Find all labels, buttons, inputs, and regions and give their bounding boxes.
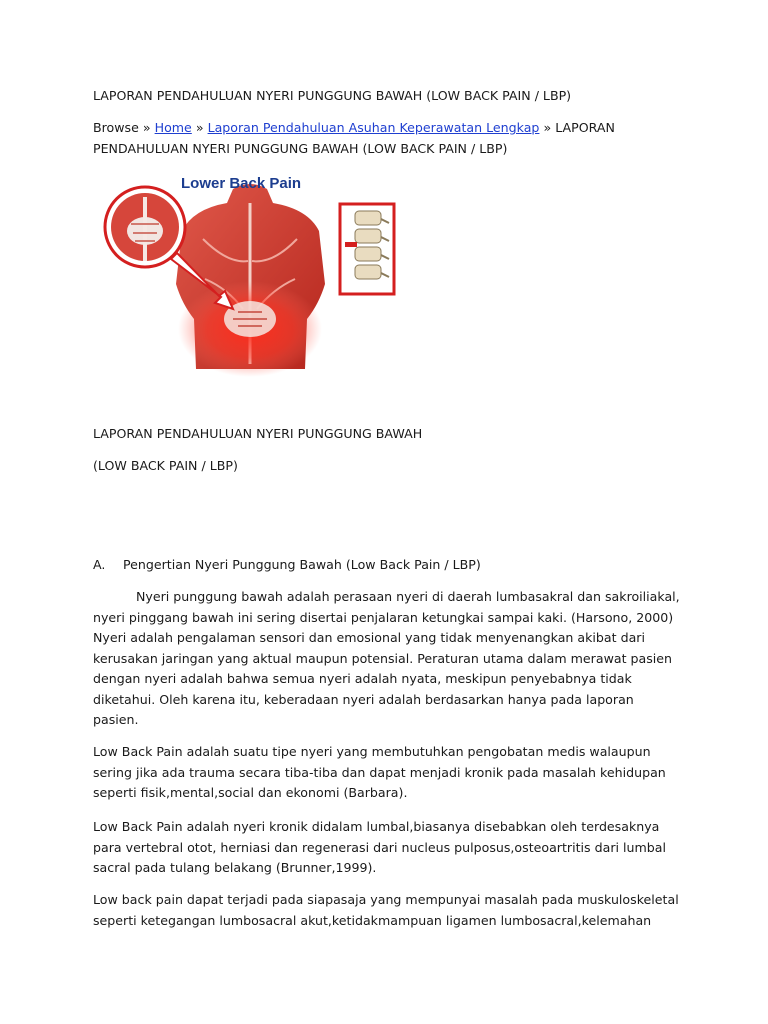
breadcrumb-separator: » bbox=[142, 120, 151, 135]
document-title: LAPORAN PENDAHULUAN NYERI PUNGGUNG BAWAH (LOW BACK PAIN / LBP) bbox=[93, 88, 572, 103]
report-subheading: (LOW BACK PAIN / LBP) bbox=[93, 458, 238, 473]
report-heading: LAPORAN PENDAHULUAN NYERI PUNGGUNG BAWAH bbox=[93, 426, 423, 441]
text-line: pasien. bbox=[93, 712, 139, 727]
breadcrumb-category-link[interactable]: Laporan Pendahuluan Asuhan Keperawatan Lengkap bbox=[207, 120, 540, 135]
text-line: sacral pada tulang belakang (Brunner,1999). bbox=[93, 860, 377, 875]
text-line: seperti fisik,mental,social dan ekonomi (Barbara). bbox=[93, 785, 408, 800]
text-line: Low back pain dapat terjadi pada siapasaja yang mempunyai masalah pada muskuloskeletal bbox=[93, 892, 679, 907]
paragraph-2 bbox=[93, 742, 693, 804]
paragraph-1 bbox=[93, 587, 693, 731]
text-line: para vertebral otot, herniasi dan regenerasi dari nucleus pulposus,osteoartritis dari lumbal bbox=[93, 839, 666, 855]
figure-title: Lower Back Pain bbox=[181, 175, 302, 192]
text-line: kerusakan jaringan yang aktual maupun potensial. Peraturan utama dalam merawat pasien bbox=[93, 650, 673, 666]
breadcrumb-separator: » bbox=[195, 120, 204, 135]
breadcrumb-current: LAPORAN bbox=[555, 120, 615, 135]
breadcrumb-prefix: Browse bbox=[93, 120, 139, 135]
breadcrumb-current-cont: PENDAHULUAN NYERI PUNGGUNG BAWAH (LOW BACK PAIN / LBP) bbox=[93, 140, 508, 156]
back-anatomy-image bbox=[93, 169, 408, 380]
breadcrumb-separator: » bbox=[543, 120, 552, 135]
text-line: Nyeri punggung bawah adalah perasaan nyeri di daerah lumbasakral dan sakroiliakal, bbox=[136, 589, 680, 604]
text-line: nyeri pinggang bawah ini sering disertai penjalaran ketungkai sampai kaki. (Harsono, 2000) bbox=[93, 609, 674, 625]
text-line: seperti ketegangan lumbosacral akut,ketidakmampuan ligamen lumbosacral,kelemahan bbox=[93, 912, 652, 928]
breadcrumb-home-link[interactable]: Home bbox=[154, 120, 192, 135]
text-line: dengan nyeri adalah bahwa semua nyeri adalah nyata, meskipun penyebabnya tidak bbox=[93, 671, 632, 686]
text-line: Low Back Pain adalah suatu tipe nyeri yang membutuhkan pengobatan medis walaupun bbox=[93, 744, 651, 759]
breadcrumb bbox=[93, 118, 683, 159]
text-line: sering jika ada trauma secara tiba-tiba dan dapat menjadi kronik pada masalah kehidupan bbox=[93, 764, 666, 780]
section-title: Pengertian Nyeri Punggung Bawah (Low Back Pain / LBP) bbox=[123, 557, 481, 572]
text-line: diketahui. Oleh karena itu, keberadaan nyeri adalah berdasarkan hanya pada laporan bbox=[93, 691, 634, 707]
lower-back-pain-illustration bbox=[93, 169, 408, 380]
text-line: Nyeri adalah pengalaman sensori dan emosional yang tidak menyenangkan akibat dari bbox=[93, 630, 645, 645]
paragraph-4 bbox=[93, 890, 693, 931]
section-a-heading bbox=[93, 555, 481, 576]
section-number: A. bbox=[93, 557, 106, 572]
text-line: Low Back Pain adalah nyeri kronik didalam lumbal,biasanya disebabkan oleh terdesaknya bbox=[93, 819, 660, 834]
paragraph-3 bbox=[93, 817, 693, 879]
